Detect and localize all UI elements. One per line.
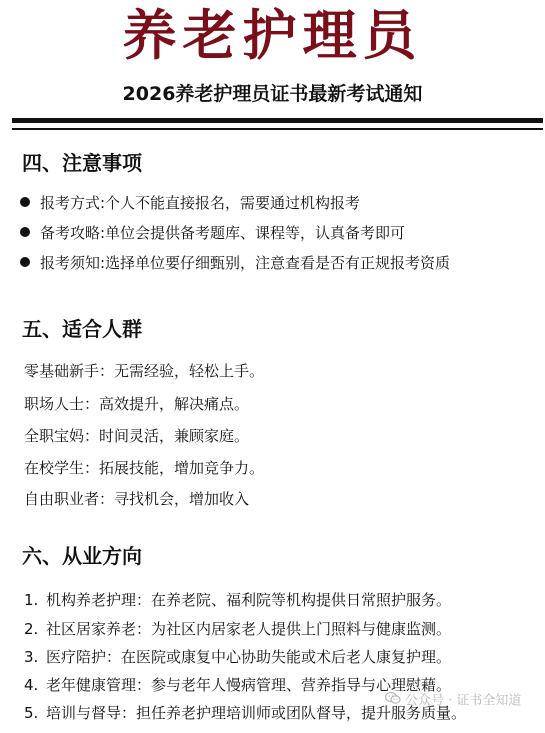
list-item-text: 培训与督导：担任养老护理培训师或团队督导，提升服务质量。 (46, 704, 467, 722)
list-item: 在校学生：拓展技能，增加竞争力。 (24, 459, 265, 477)
list-item-text: 备考攻略:单位会提供备考题库、课程等，认真备考即可 (40, 224, 406, 242)
watermark (385, 691, 521, 711)
list-item: 零基础新手：无需经验，轻松上手。 (24, 362, 265, 380)
bullet-icon (20, 197, 30, 207)
list-item: 自由职业者：寻找机会，增加收入 (24, 490, 250, 508)
divider-thin (12, 128, 543, 130)
list-item-number: 3. (24, 648, 39, 666)
section-heading-notes: 四、注意事项 (22, 151, 142, 175)
section-heading-audience: 五、适合人群 (22, 317, 142, 341)
list-item-text: 报考须知:选择单位要仔细甄别，注意查看是否有正规报考资质 (40, 254, 451, 272)
divider-thick (12, 118, 543, 123)
list-item (20, 223, 405, 243)
list-item-number: 2. (24, 620, 39, 638)
list-item (20, 193, 360, 213)
list-item-text: 老年健康管理：参与老年人慢病管理、营养指导与心理慰藉。 (46, 676, 452, 694)
wechat-icon (385, 691, 401, 711)
list-item (20, 253, 450, 273)
bullet-icon (20, 257, 30, 267)
list-item: 全职宝妈：时间灵活，兼顾家庭。 (24, 427, 250, 445)
list-item-number: 4. (24, 676, 39, 694)
bullet-icon (20, 227, 30, 237)
list-item (24, 619, 451, 639)
list-item-text: 机构养老护理：在养老院、福利院等机构提供日常照护服务。 (46, 591, 452, 609)
watermark-text: 公众号 · 证书全知道 (405, 693, 522, 709)
page-title: 养老护理员 (122, 4, 423, 67)
list-item: 职场人士：高效提升，解决痛点。 (24, 395, 250, 413)
list-item-text: 医疗陪护：在医院或康复中心协助失能或术后老人康复护理。 (46, 648, 452, 666)
list-item (24, 647, 451, 667)
section-heading-careers: 六、从业方向 (22, 544, 142, 568)
page-subtitle: 2026养老护理员证书最新考试通知 (122, 83, 423, 105)
list-item (24, 590, 451, 610)
list-item-text: 报考方式:个人不能直接报名，需要通过机构报考 (40, 194, 361, 212)
list-item-text: 社区居家养老：为社区内居家老人提供上门照料与健康监测。 (46, 620, 452, 638)
list-item-number: 1. (24, 591, 39, 609)
list-item-number: 5. (24, 704, 39, 722)
